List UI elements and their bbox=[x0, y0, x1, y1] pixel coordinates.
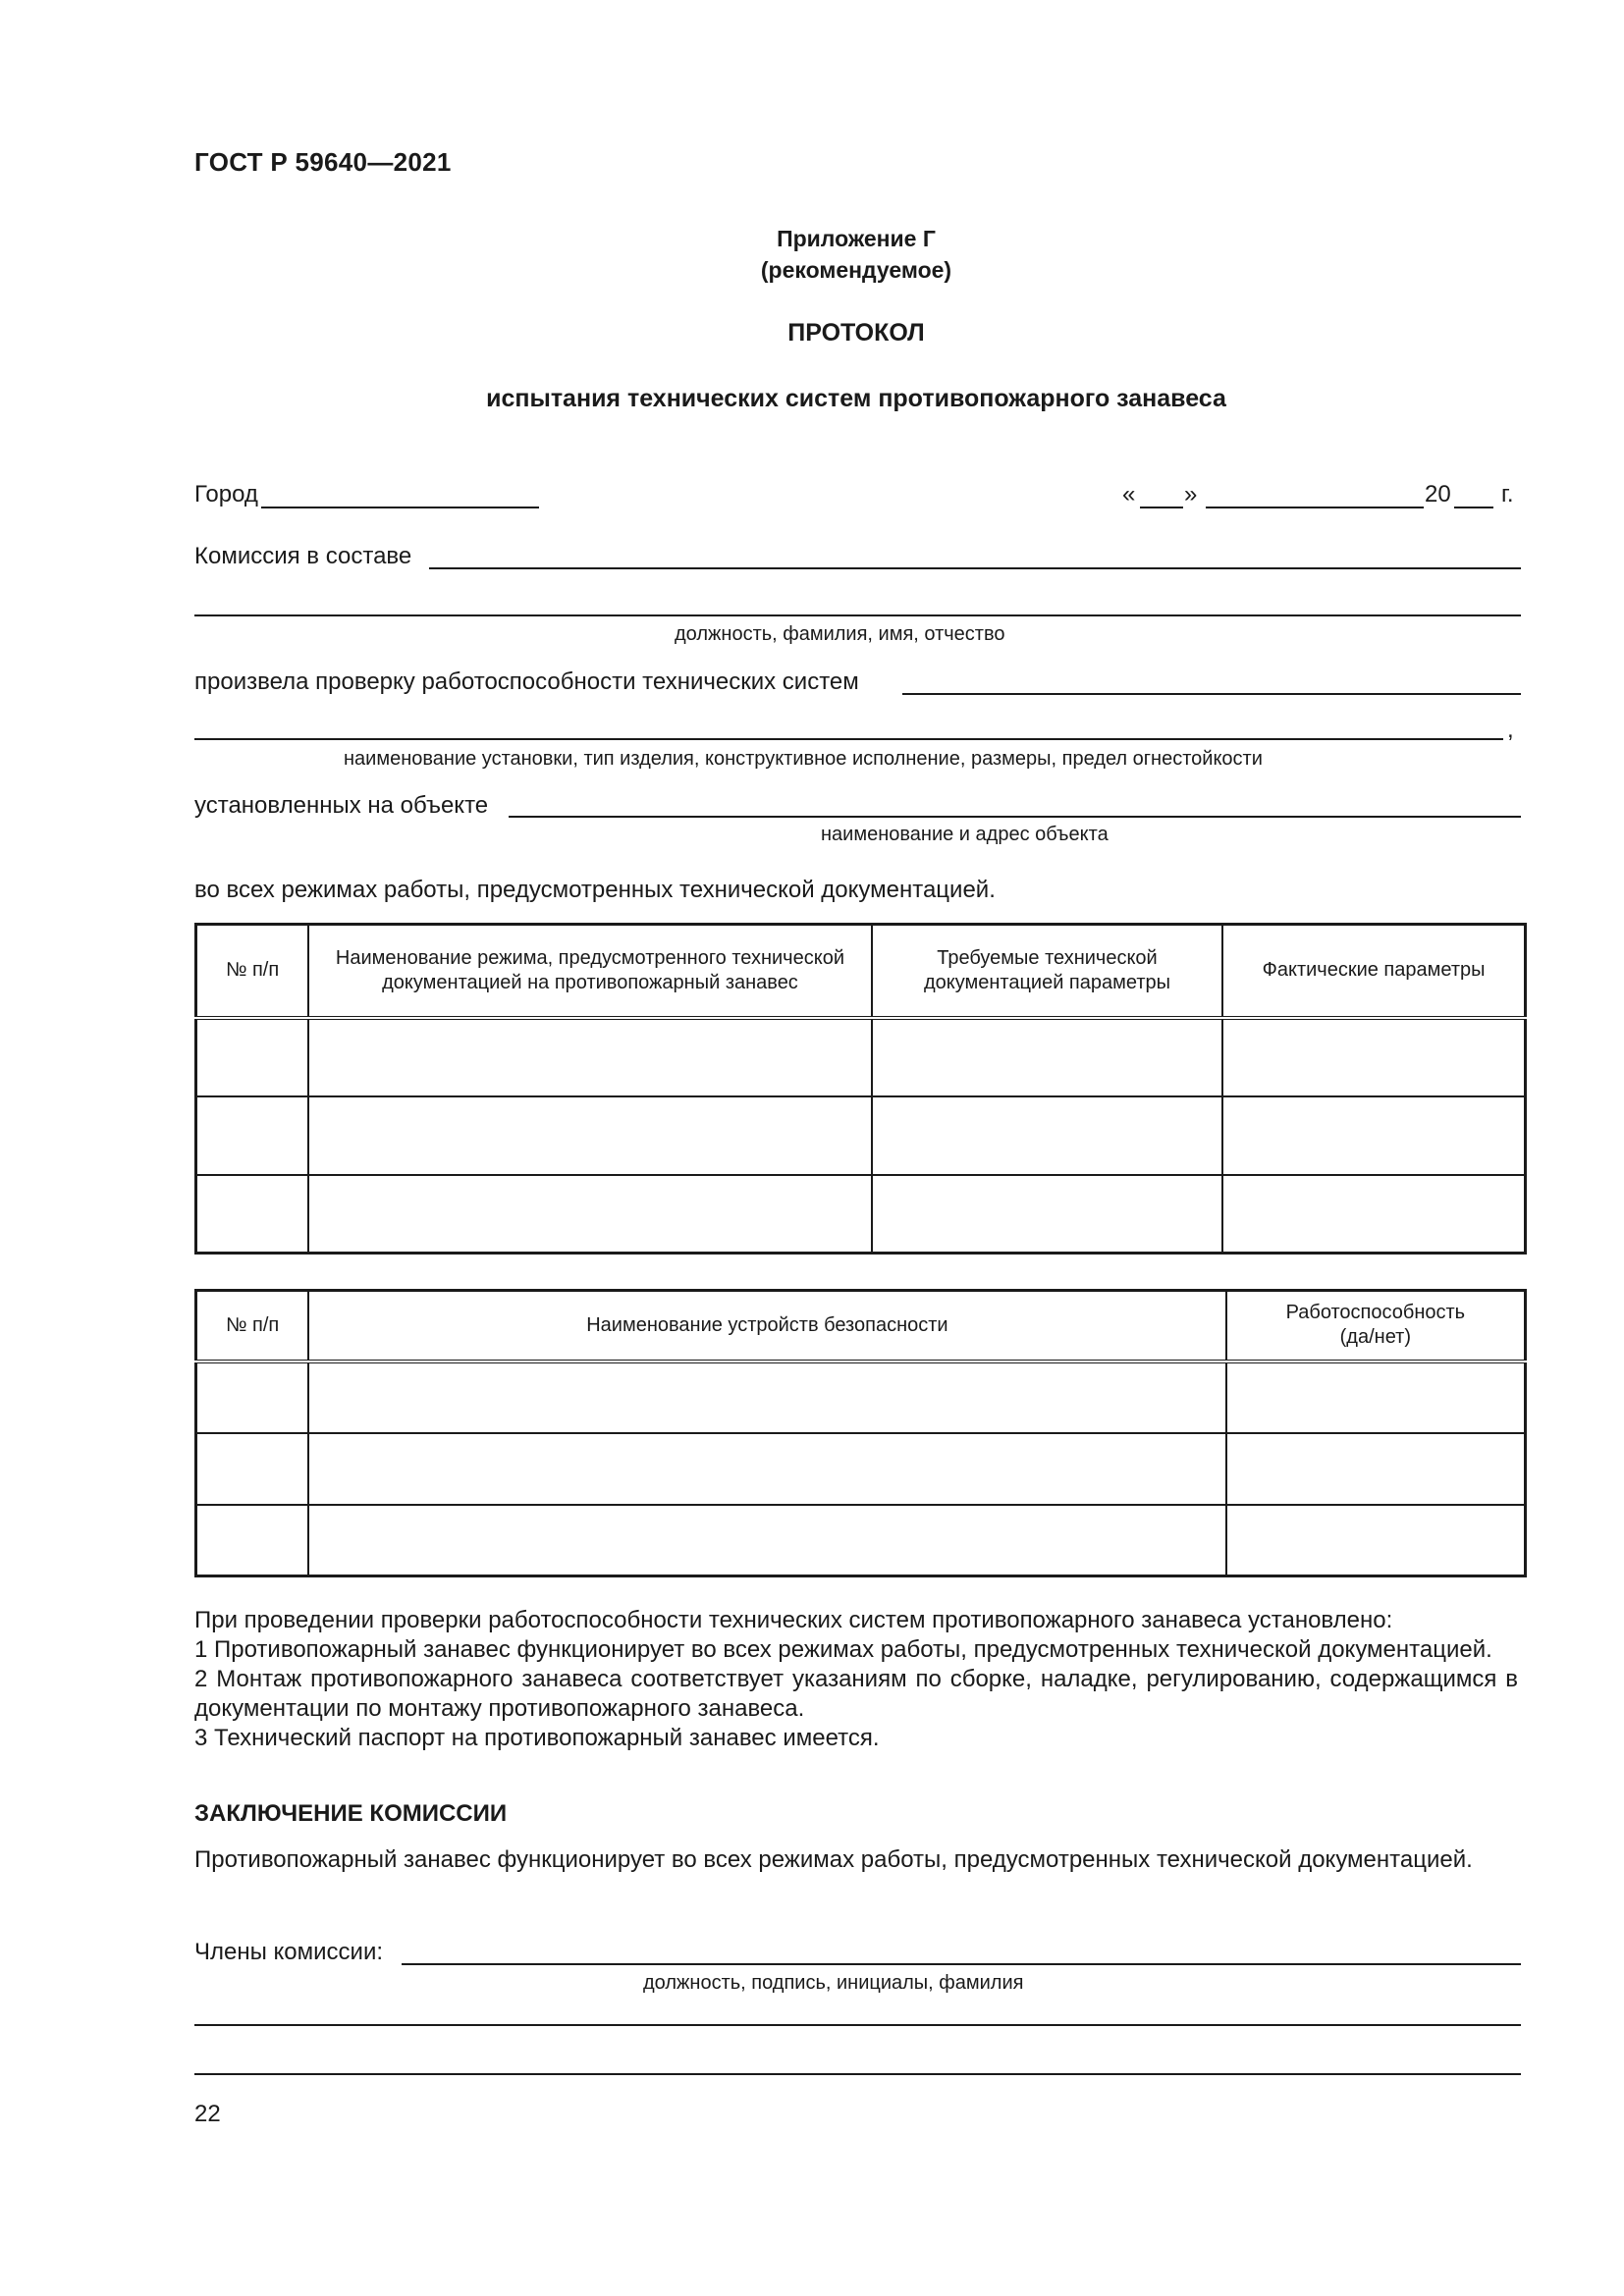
commission-field-line-1[interactable] bbox=[429, 567, 1521, 569]
line-end-comma: , bbox=[1507, 717, 1514, 743]
date-quote-close: » bbox=[1184, 481, 1198, 507]
signatures-label: Члены комиссии: bbox=[194, 1939, 384, 1965]
commission-caption: должность, фамилия, имя, отчество bbox=[675, 623, 1005, 645]
table-row bbox=[196, 1505, 1526, 1576]
col-header-actual-params: Фактические параметры bbox=[1222, 925, 1525, 1018]
table-cell[interactable] bbox=[1222, 1096, 1525, 1175]
table-cell[interactable] bbox=[308, 1505, 1225, 1576]
table-cell[interactable] bbox=[308, 1018, 872, 1096]
commission-field-line-2[interactable] bbox=[194, 614, 1521, 616]
col-header-number: № п/п bbox=[196, 925, 309, 1018]
modes-table bbox=[194, 923, 1527, 1255]
year-suffix: г. bbox=[1501, 481, 1514, 507]
table-cell[interactable] bbox=[1222, 1018, 1525, 1096]
table-cell[interactable] bbox=[1226, 1433, 1526, 1505]
col-header-device-name: Наименование устройств безопасности bbox=[308, 1291, 1225, 1362]
protocol-subtitle: испытания технических систем противопожарного занавеса bbox=[486, 385, 1226, 412]
year-prefix: 20 bbox=[1425, 481, 1451, 507]
signature-field-line-3[interactable] bbox=[194, 2073, 1521, 2075]
table-cell[interactable] bbox=[196, 1175, 309, 1254]
table-cell[interactable] bbox=[196, 1433, 309, 1505]
table-row bbox=[196, 1433, 1526, 1505]
table-cell[interactable] bbox=[196, 1018, 309, 1096]
table-cell[interactable] bbox=[196, 1505, 309, 1576]
object-label: установленных на объекте bbox=[194, 792, 489, 819]
table-cell[interactable] bbox=[872, 1175, 1222, 1254]
table-row bbox=[196, 1018, 1526, 1096]
table-cell[interactable] bbox=[308, 1433, 1225, 1505]
table-cell[interactable] bbox=[308, 1362, 1225, 1433]
table-cell[interactable] bbox=[1226, 1505, 1526, 1576]
systems-field-line-1[interactable] bbox=[902, 693, 1521, 695]
date-quote-open: « bbox=[1122, 481, 1136, 507]
appendix-note: (рекомендуемое) bbox=[760, 257, 952, 283]
systems-field-line-2[interactable] bbox=[194, 738, 1503, 740]
col-header-required-params: Требуемые технической документацией параметры bbox=[872, 925, 1222, 1018]
signature-field-line-2[interactable] bbox=[194, 2024, 1521, 2026]
standard-code: ГОСТ Р 59640—2021 bbox=[194, 147, 452, 177]
table-cell[interactable] bbox=[1226, 1362, 1526, 1433]
table-cell[interactable] bbox=[308, 1096, 872, 1175]
safety-devices-table bbox=[194, 1289, 1527, 1577]
table-cell[interactable] bbox=[872, 1018, 1222, 1096]
table-row bbox=[196, 1362, 1526, 1433]
commission-label: Комиссия в составе bbox=[194, 543, 412, 569]
col-header-number: № п/п bbox=[196, 1291, 309, 1362]
table-cell[interactable] bbox=[1222, 1175, 1525, 1254]
systems-caption: наименование установки, тип изделия, конструктивное исполнение, размеры, предел огнестойкости bbox=[344, 748, 1263, 770]
day-field-line[interactable] bbox=[1140, 507, 1183, 508]
conclusion-text: Противопожарный занавес функционирует во всех режимах работы, предусмотренных технической документацией. bbox=[194, 1846, 1473, 1873]
modes-text: во всех режимах работы, предусмотренных технической документацией. bbox=[194, 877, 996, 903]
table-row bbox=[196, 1096, 1526, 1175]
table-row bbox=[196, 1175, 1526, 1254]
table-cell[interactable] bbox=[872, 1096, 1222, 1175]
year-field-line[interactable] bbox=[1454, 507, 1493, 508]
finding-item-3: 3 Технический паспорт на противопожарный занавес имеется. bbox=[194, 1725, 880, 1751]
col-header-mode: Наименование режима, предусмотренного технической документацией на противопожарный занавес bbox=[308, 925, 872, 1018]
table-header-row bbox=[196, 925, 1526, 1018]
city-label: Город bbox=[194, 481, 258, 507]
conclusion-heading: ЗАКЛЮЧЕНИЕ КОМИССИИ bbox=[194, 1800, 508, 1827]
city-field-line[interactable] bbox=[261, 507, 539, 508]
col-header-operability: Работоспособность (да/нет) bbox=[1226, 1291, 1526, 1362]
month-field-line[interactable] bbox=[1206, 507, 1424, 508]
findings-intro: При проведении проверки работоспособности технических систем противопожарного занавеса установлено: bbox=[194, 1607, 1393, 1633]
object-field-line[interactable] bbox=[509, 816, 1521, 818]
findings-block bbox=[194, 1606, 1518, 1753]
finding-item-2: 2 Монтаж противопожарного занавеса соответствует указаниям по сборке, наладке, регулированию, содержащимся в документации по монтажу противопожарного занавеса. bbox=[194, 1666, 1518, 1722]
signatures-caption: должность, подпись, инициалы, фамилия bbox=[643, 1972, 1024, 1994]
finding-item-1: 1 Противопожарный занавес функционирует во всех режимах работы, предусмотренных технической документацией. bbox=[194, 1636, 1492, 1663]
check-label: произвела проверку работоспособности технических систем bbox=[194, 668, 859, 695]
appendix-title: Приложение Г bbox=[777, 226, 936, 251]
table-header-row bbox=[196, 1291, 1526, 1362]
page-number: 22 bbox=[194, 2101, 221, 2127]
protocol-title: ПРОТОКОЛ bbox=[787, 319, 925, 347]
object-caption: наименование и адрес объекта bbox=[821, 824, 1109, 845]
table-cell[interactable] bbox=[196, 1362, 309, 1433]
signature-field-line-1[interactable] bbox=[402, 1963, 1521, 1965]
table-cell[interactable] bbox=[308, 1175, 872, 1254]
table-cell[interactable] bbox=[196, 1096, 309, 1175]
